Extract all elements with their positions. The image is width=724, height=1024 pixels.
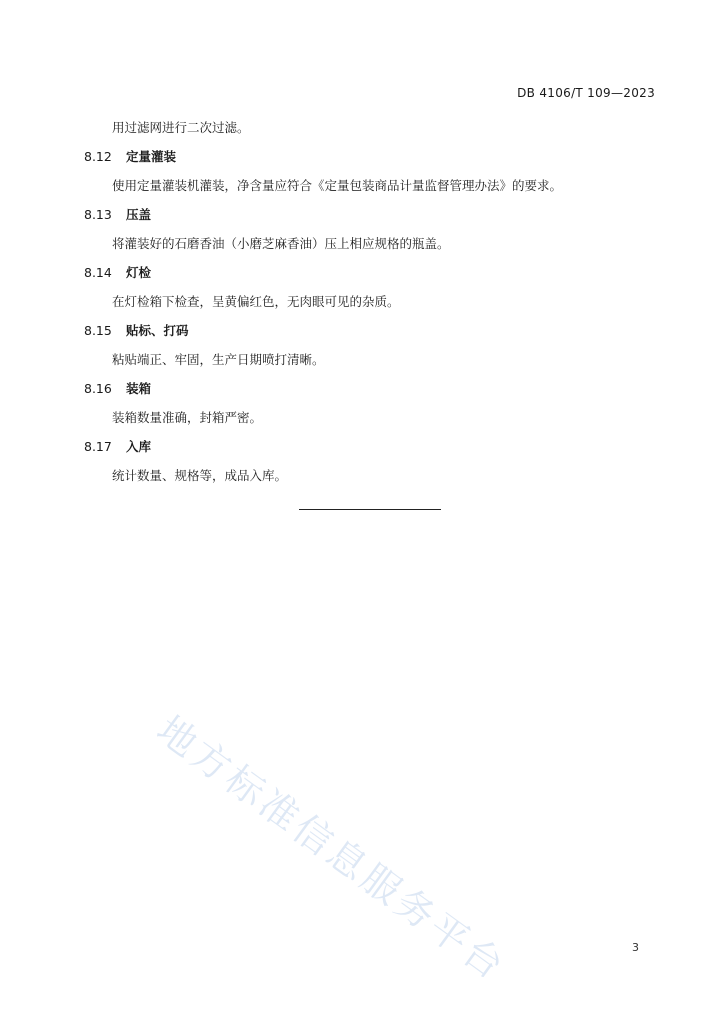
section-title: 定量灌装 (126, 149, 177, 164)
section-heading-8-14 (84, 265, 151, 281)
section-number: 8.16 (84, 381, 112, 396)
intro-line: 用过滤网进行二次过滤。 (112, 120, 250, 135)
section-text-8-14: 在灯检箱下检查，呈黄偏红色，无肉眼可见的杂质。 (112, 294, 400, 309)
section-title: 装箱 (126, 381, 152, 396)
section-title: 入库 (126, 439, 152, 454)
page-number: 3 (632, 941, 639, 954)
section-number: 8.14 (84, 265, 112, 280)
watermark: 地方标准信息服务平台 (148, 707, 515, 990)
section-heading-8-16 (84, 381, 151, 397)
section-heading-8-12 (84, 149, 176, 165)
section-text-8-16: 装箱数量准确，封箱严密。 (112, 410, 263, 425)
standard-code: DB 4106/T 109—2023 (517, 86, 655, 100)
section-number: 8.12 (84, 149, 112, 164)
section-title: 灯检 (126, 265, 152, 280)
section-heading-8-13 (84, 207, 151, 223)
section-text-8-13: 将灌装好的石磨香油（小磨芝麻香油）压上相应规格的瓶盖。 (112, 236, 450, 251)
section-title: 压盖 (126, 207, 152, 222)
section-text-8-12: 使用定量灌装机灌装，净含量应符合《定量包装商品计量监督管理办法》的要求。 (112, 178, 563, 193)
section-number: 8.15 (84, 323, 112, 338)
section-title: 贴标、打码 (126, 323, 189, 338)
section-text-8-17: 统计数量、规格等，成品入库。 (112, 468, 288, 483)
section-text-8-15: 粘贴端正、牢固，生产日期喷打清晰。 (112, 352, 325, 367)
section-number: 8.17 (84, 439, 112, 454)
end-rule (299, 509, 441, 510)
section-heading-8-15 (84, 323, 189, 339)
section-heading-8-17 (84, 439, 151, 455)
section-number: 8.13 (84, 207, 112, 222)
